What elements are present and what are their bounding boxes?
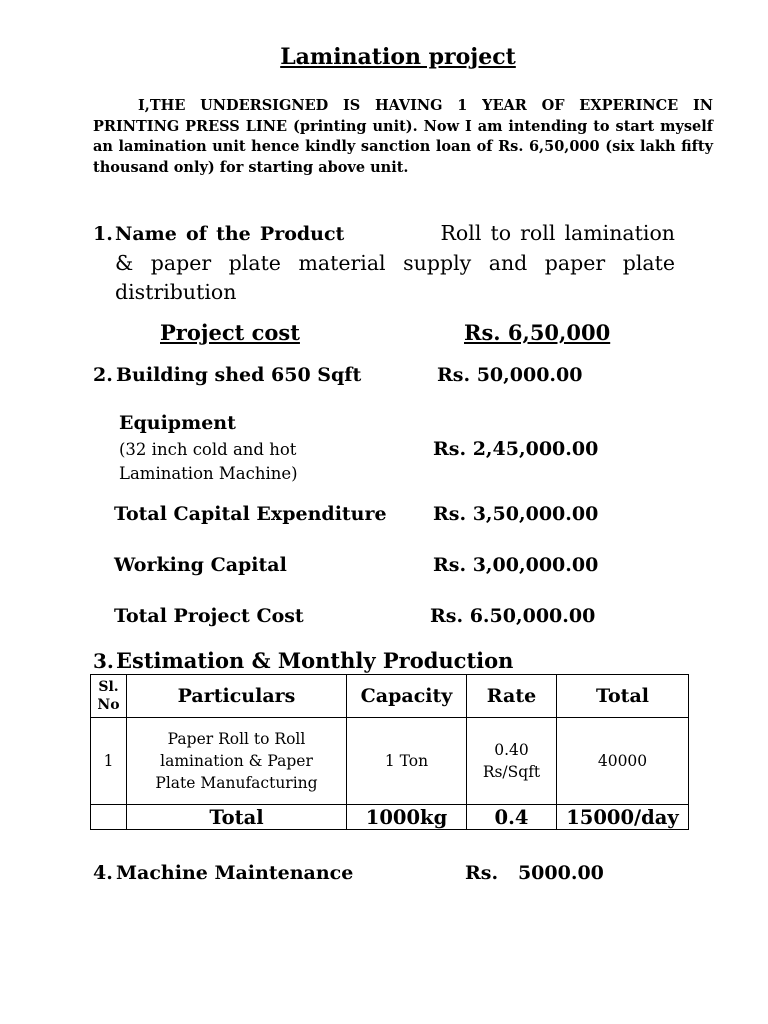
header-sl-line2: No bbox=[97, 697, 120, 713]
maintenance-value: Rs. 5000.00 bbox=[465, 862, 604, 884]
cell-particulars-line1: Paper Roll to Roll bbox=[167, 730, 306, 748]
header-sl bbox=[91, 675, 127, 718]
header-total: Total bbox=[557, 675, 689, 718]
equipment-value: Rs. 2,45,000.00 bbox=[433, 438, 599, 460]
equipment-desc-2: Lamination Machine) bbox=[119, 464, 298, 483]
header-sl-line1: Sl. bbox=[98, 679, 119, 695]
tce-label: Total Capital Expenditure bbox=[114, 503, 387, 525]
building-value: Rs. 50,000.00 bbox=[437, 364, 583, 386]
equipment-desc-1: (32 inch cold and hot bbox=[119, 440, 297, 459]
total-sl-empty bbox=[91, 805, 127, 830]
section4-number: 4. bbox=[93, 862, 113, 884]
document-title: Lamination project bbox=[280, 44, 516, 70]
section2-number: 2. bbox=[93, 364, 113, 386]
product-name-value: Roll to roll lamination & paper plate material supply and paper plate distribution bbox=[115, 221, 675, 304]
total-project-cost-label: Total Project Cost bbox=[114, 605, 304, 627]
project-cost-label: Project cost bbox=[160, 320, 300, 345]
header-capacity: Capacity bbox=[347, 675, 467, 718]
project-cost-value: Rs. 6,50,000 bbox=[464, 320, 611, 345]
product-name-label: Name of the Product bbox=[115, 223, 345, 245]
tce-value: Rs. 3,50,000.00 bbox=[433, 503, 599, 525]
cell-particulars-line2: lamination & Paper bbox=[160, 752, 313, 770]
maintenance-label: Machine Maintenance bbox=[116, 862, 354, 884]
header-particulars: Particulars bbox=[127, 675, 347, 718]
section3-number: 3. bbox=[93, 649, 114, 673]
header-rate: Rate bbox=[467, 675, 557, 718]
table-row bbox=[91, 718, 689, 805]
cell-rate bbox=[467, 718, 557, 805]
cell-rate-line2: Rs/Sqft bbox=[482, 763, 541, 781]
cell-rate-line1: 0.40 bbox=[494, 741, 529, 759]
table-header-row bbox=[91, 675, 689, 718]
cell-total: 40000 bbox=[557, 718, 689, 805]
intro-paragraph: I,THE UNDERSIGNED IS HAVING 1 YEAR OF EXPERINCE IN PRINTING PRESS LINE (printing unit). Now I am intending to start myself an lamination unit hence kindly sanction loan of Rs. 6,50,000 (six lakh fifty thousand only) for starting above unit. bbox=[93, 97, 713, 176]
table-total-row bbox=[91, 805, 689, 830]
cell-particulars bbox=[127, 718, 347, 805]
working-capital-value: Rs. 3,00,000.00 bbox=[433, 554, 599, 576]
working-capital-label: Working Capital bbox=[114, 554, 287, 576]
building-label: Building shed 650 Sqft bbox=[116, 364, 362, 386]
total-label: Total bbox=[127, 805, 347, 830]
cell-particulars-line3: Plate Manufacturing bbox=[155, 774, 318, 792]
cell-capacity: 1 Ton bbox=[347, 718, 467, 805]
section1-block bbox=[115, 219, 675, 307]
total-rate: 0.4 bbox=[467, 805, 557, 830]
total-amount: 15000/day bbox=[557, 805, 689, 830]
total-project-cost-value: Rs. 6.50,000.00 bbox=[430, 605, 596, 627]
cell-sl: 1 bbox=[91, 718, 127, 805]
estimation-heading: Estimation & Monthly Production bbox=[116, 648, 514, 673]
estimation-table bbox=[90, 674, 689, 830]
section1-number: 1. bbox=[93, 223, 113, 245]
total-capacity: 1000kg bbox=[347, 805, 467, 830]
equipment-label: Equipment bbox=[119, 412, 236, 434]
